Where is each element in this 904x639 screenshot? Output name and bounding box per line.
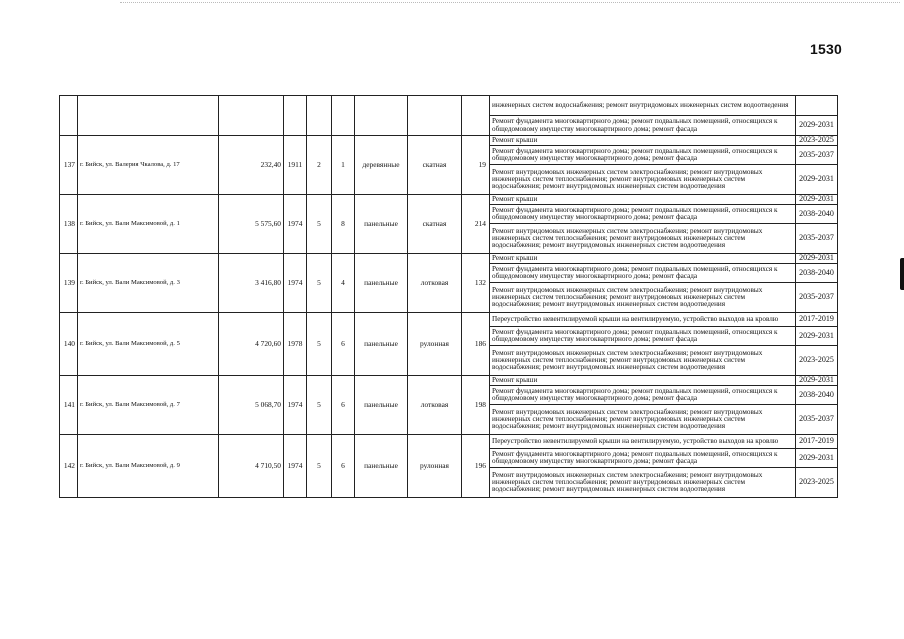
total-area: 4 720,60 bbox=[219, 313, 284, 376]
empty-cell bbox=[60, 96, 78, 136]
floor-count: 5 bbox=[307, 254, 332, 313]
house-address: г. Бийск, ул. Вали Максимовой, д. 9 bbox=[78, 435, 219, 498]
repair-schedule-table bbox=[59, 95, 838, 498]
entrance-count: 8 bbox=[332, 195, 355, 254]
build-year: 1974 bbox=[284, 254, 307, 313]
house-address: г. Бийск, ул. Вали Максимовой, д. 7 bbox=[78, 376, 219, 435]
build-year: 1911 bbox=[284, 136, 307, 195]
floor-count: 5 bbox=[307, 313, 332, 376]
work-period: 2029-2031 bbox=[796, 327, 838, 346]
house-address: г. Бийск, ул. Вали Максимовой, д. 1 bbox=[78, 195, 219, 254]
resident-count: 198 bbox=[462, 376, 490, 435]
work-description: Переустройство невентилируемой крыши на вентилируемую, устройство выходов на кровлю bbox=[490, 313, 796, 327]
floor-count: 5 bbox=[307, 376, 332, 435]
floor-count: 5 bbox=[307, 195, 332, 254]
work-description: Переустройство невентилируемой крыши на вентилируемую, устройство выходов на кровлю bbox=[490, 435, 796, 449]
work-description: Ремонт крыши bbox=[490, 136, 796, 146]
empty-cell bbox=[78, 96, 219, 136]
wall-material: панельные bbox=[355, 376, 408, 435]
entrance-count: 6 bbox=[332, 435, 355, 498]
row-index: 139 bbox=[60, 254, 78, 313]
work-period: 2017-2019 bbox=[796, 435, 838, 449]
resident-count: 186 bbox=[462, 313, 490, 376]
total-area: 5 575,60 bbox=[219, 195, 284, 254]
work-period: 2038-2040 bbox=[796, 386, 838, 405]
roof-type: скатная bbox=[408, 195, 462, 254]
total-area: 3 416,80 bbox=[219, 254, 284, 313]
total-area: 232,40 bbox=[219, 136, 284, 195]
wall-material: деревянные bbox=[355, 136, 408, 195]
house-address: г. Бийск, ул. Валерия Чкалова, д. 17 bbox=[78, 136, 219, 195]
roof-type: скатная bbox=[408, 136, 462, 195]
work-description: Ремонт крыши bbox=[490, 376, 796, 386]
build-year: 1974 bbox=[284, 435, 307, 498]
row-index: 141 bbox=[60, 376, 78, 435]
resident-count: 132 bbox=[462, 254, 490, 313]
work-description: Ремонт внутридомовых инженерных систем электроснабжения; ремонт внутридомовых инженерных систем теплоснабжения; ремонт внутридомовых инженерных систем водоснабжения; ремонт внутридомовых инженерных систем водоотведения bbox=[490, 468, 796, 498]
table-row bbox=[60, 136, 838, 146]
empty-cell bbox=[284, 96, 307, 136]
table-row-continued bbox=[60, 96, 838, 116]
resident-count: 19 bbox=[462, 136, 490, 195]
work-description: инженерных систем водоснабжения; ремонт внутридомовых инженерных систем водоотведения bbox=[490, 96, 796, 116]
floor-count: 5 bbox=[307, 435, 332, 498]
work-description: Ремонт фундамента многоквартирного дома; ремонт подвальных помещений, относящихся к общедомовому имуществу многоквартирного дома; ремонт фасада bbox=[490, 449, 796, 468]
work-description: Ремонт крыши bbox=[490, 254, 796, 264]
work-period: 2038-2040 bbox=[796, 205, 838, 224]
wall-material: панельные bbox=[355, 254, 408, 313]
page-number: 1530 bbox=[810, 41, 842, 57]
work-description: Ремонт крыши bbox=[490, 195, 796, 205]
table-row bbox=[60, 313, 838, 327]
work-description: Ремонт внутридомовых инженерных систем электроснабжения; ремонт внутридомовых инженерных систем теплоснабжения; ремонт внутридомовых инженерных систем водоснабжения; ремонт внутридомовых инженерных систем водоотведения bbox=[490, 283, 796, 313]
roof-type: рулонная bbox=[408, 435, 462, 498]
work-description: Ремонт фундамента многоквартирного дома; ремонт подвальных помещений, относящихся к общедомовому имуществу многоквартирного дома; ремонт фасада bbox=[490, 146, 796, 165]
resident-count: 214 bbox=[462, 195, 490, 254]
row-index: 137 bbox=[60, 136, 78, 195]
entrance-count: 1 bbox=[332, 136, 355, 195]
work-period: 2035-2037 bbox=[796, 405, 838, 435]
row-index: 140 bbox=[60, 313, 78, 376]
work-description: Ремонт фундамента многоквартирного дома; ремонт подвальных помещений, относящихся к общедомовому имуществу многоквартирного дома; ремонт фасада bbox=[490, 264, 796, 283]
work-period: 2038-2040 bbox=[796, 264, 838, 283]
work-description: Ремонт фундамента многоквартирного дома; ремонт подвальных помещений, относящихся к общедомовому имуществу многоквартирного дома; ремонт фасада bbox=[490, 205, 796, 224]
work-period: 2029-2031 bbox=[796, 254, 838, 264]
floor-count: 2 bbox=[307, 136, 332, 195]
scan-noise bbox=[120, 2, 900, 4]
entrance-count: 6 bbox=[332, 376, 355, 435]
wall-material: панельные bbox=[355, 435, 408, 498]
table-row bbox=[60, 435, 838, 449]
table-row bbox=[60, 376, 838, 386]
table-row bbox=[60, 195, 838, 205]
work-period: 2035-2037 bbox=[796, 283, 838, 313]
work-description: Ремонт внутридомовых инженерных систем электроснабжения; ремонт внутридомовых инженерных систем теплоснабжения; ремонт внутридомовых инженерных систем водоснабжения; ремонт внутридомовых инженерных систем водоотведения bbox=[490, 224, 796, 254]
empty-cell bbox=[462, 96, 490, 136]
work-period: 2023-2025 bbox=[796, 468, 838, 498]
house-address: г. Бийск, ул. Вали Максимовой, д. 3 bbox=[78, 254, 219, 313]
entrance-count: 4 bbox=[332, 254, 355, 313]
scan-edge-mark bbox=[900, 258, 904, 290]
work-period: 2029-2031 bbox=[796, 376, 838, 386]
work-period: 2035-2037 bbox=[796, 224, 838, 254]
work-period: 2035-2037 bbox=[796, 146, 838, 165]
build-year: 1974 bbox=[284, 195, 307, 254]
work-period: 2023-2025 bbox=[796, 136, 838, 146]
roof-type: лотковая bbox=[408, 254, 462, 313]
work-period: 2029-2031 bbox=[796, 116, 838, 136]
total-area: 5 068,70 bbox=[219, 376, 284, 435]
roof-type: рулонная bbox=[408, 313, 462, 376]
work-period: 2029-2031 bbox=[796, 165, 838, 195]
house-address: г. Бийск, ул. Вали Максимовой, д. 5 bbox=[78, 313, 219, 376]
work-description: Ремонт фундамента многоквартирного дома; ремонт подвальных помещений, относящихся к общедомовому имуществу многоквартирного дома; ремонт фасада bbox=[490, 386, 796, 405]
empty-cell bbox=[408, 96, 462, 136]
table-row bbox=[60, 254, 838, 264]
work-description: Ремонт внутридомовых инженерных систем электроснабжения; ремонт внутридомовых инженерных систем теплоснабжения; ремонт внутридомовых инженерных систем водоснабжения; ремонт внутридомовых инженерных систем водоотведения bbox=[490, 405, 796, 435]
wall-material: панельные bbox=[355, 313, 408, 376]
work-description: Ремонт внутридомовых инженерных систем электроснабжения; ремонт внутридомовых инженерных систем теплоснабжения; ремонт внутридомовых инженерных систем водоснабжения; ремонт внутридомовых инженерных систем водоотведения bbox=[490, 346, 796, 376]
work-period: 2017-2019 bbox=[796, 313, 838, 327]
work-description: Ремонт фундамента многоквартирного дома; ремонт подвальных помещений, относящихся к общедомовому имуществу многоквартирного дома; ремонт фасада bbox=[490, 327, 796, 346]
work-description: Ремонт фундамента многоквартирного дома; ремонт подвальных помещений, относящихся к общедомовому имуществу многоквартирного дома; ремонт фасада bbox=[490, 116, 796, 136]
work-period: 2029-2031 bbox=[796, 449, 838, 468]
wall-material: панельные bbox=[355, 195, 408, 254]
roof-type: лотковая bbox=[408, 376, 462, 435]
build-year: 1974 bbox=[284, 376, 307, 435]
row-index: 138 bbox=[60, 195, 78, 254]
work-period: 2023-2025 bbox=[796, 346, 838, 376]
empty-cell bbox=[332, 96, 355, 136]
entrance-count: 6 bbox=[332, 313, 355, 376]
total-area: 4 710,50 bbox=[219, 435, 284, 498]
empty-cell bbox=[219, 96, 284, 136]
row-index: 142 bbox=[60, 435, 78, 498]
work-period bbox=[796, 96, 838, 116]
resident-count: 196 bbox=[462, 435, 490, 498]
build-year: 1978 bbox=[284, 313, 307, 376]
work-period: 2029-2031 bbox=[796, 195, 838, 205]
empty-cell bbox=[355, 96, 408, 136]
work-description: Ремонт внутридомовых инженерных систем электроснабжения; ремонт внутридомовых инженерных систем теплоснабжения; ремонт внутридомовых инженерных систем водоснабжения; ремонт внутридомовых инженерных систем водоотведения bbox=[490, 165, 796, 195]
empty-cell bbox=[307, 96, 332, 136]
